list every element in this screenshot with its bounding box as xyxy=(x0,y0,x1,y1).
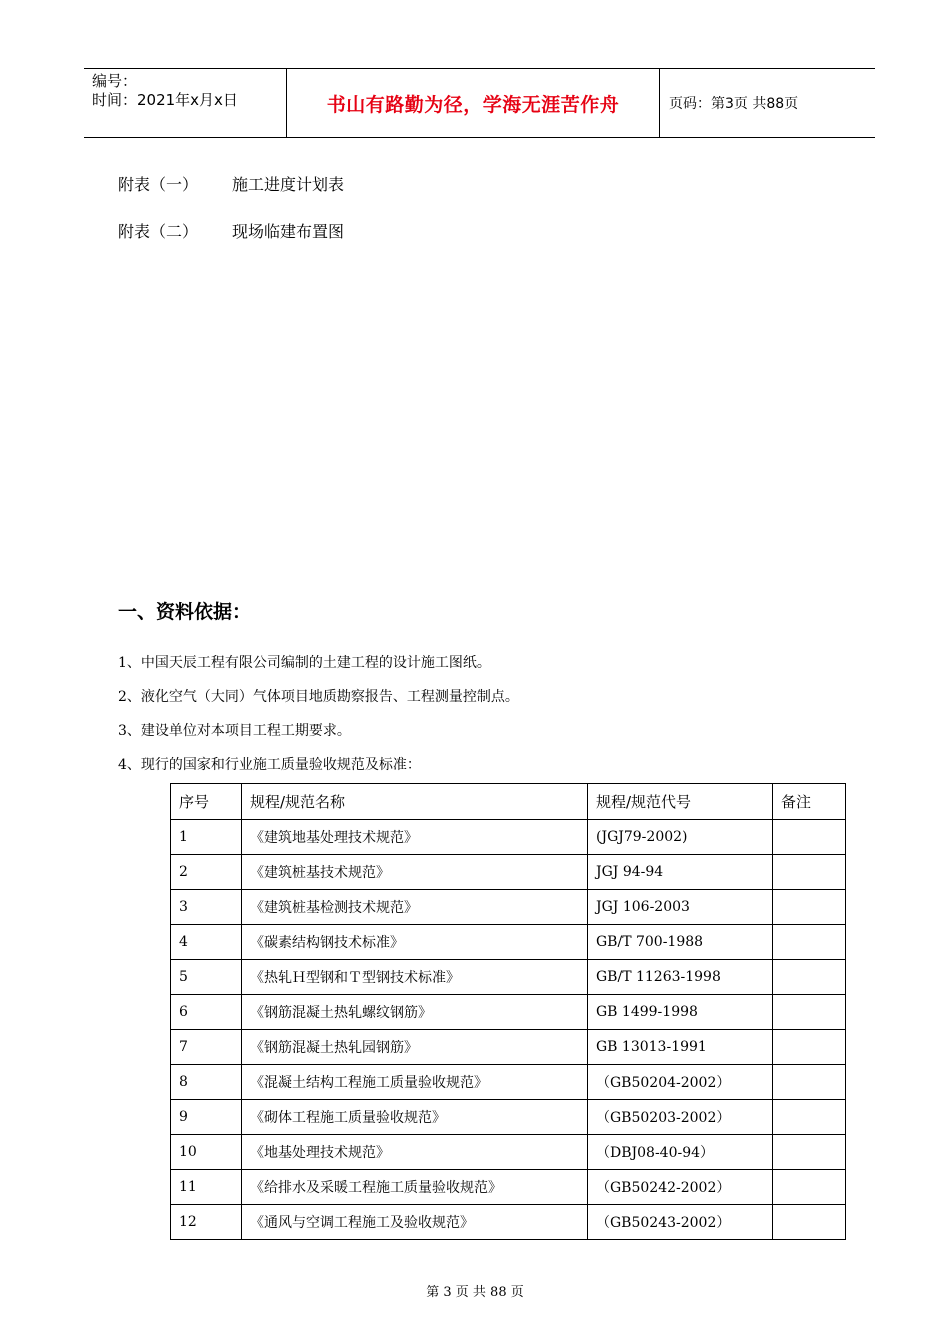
basis-item: 1、中国天辰工程有限公司编制的土建工程的设计施工图纸。 xyxy=(118,655,491,671)
column-header-note: 备注 xyxy=(773,784,846,820)
cell-name: 《建筑地基处理技术规范》 xyxy=(242,820,588,855)
cell-code: GB/T 700-1988 xyxy=(588,925,773,960)
column-header-no: 序号 xyxy=(171,784,242,820)
cell-no: 8 xyxy=(171,1065,242,1100)
table-header-row xyxy=(171,784,846,820)
cell-code: GB/T 11263-1998 xyxy=(588,960,773,995)
cell-note xyxy=(773,1205,846,1240)
section-heading: 一、资料依据： xyxy=(118,601,252,623)
cell-note xyxy=(773,995,846,1030)
appendix-name: 现场临建布置图 xyxy=(232,222,345,241)
cell-name: 《给排水及采暖工程施工质量验收规范》 xyxy=(242,1170,588,1205)
cell-name: 《混凝土结构工程施工质量验收规范》 xyxy=(242,1065,588,1100)
cell-name: 《钢筋混凝土热轧螺纹钢筋》 xyxy=(242,995,588,1030)
table-row xyxy=(171,820,846,855)
appendix-label: 附表（二） xyxy=(118,222,199,241)
cell-code: （GB50242-2002） xyxy=(588,1170,773,1205)
table-row xyxy=(171,855,846,890)
table-row xyxy=(171,1030,846,1065)
column-header-code: 规程/规范代号 xyxy=(588,784,773,820)
cell-code: JGJ 106-2003 xyxy=(588,890,773,925)
table-row xyxy=(171,1205,846,1240)
cell-note xyxy=(773,960,846,995)
cell-note xyxy=(773,1030,846,1065)
appendix-item xyxy=(118,172,345,195)
cell-name: 《钢筋混凝土热轧园钢筋》 xyxy=(242,1030,588,1065)
cell-name: 《地基处理技术规范》 xyxy=(242,1135,588,1170)
document-time-label: 时间：2021年x月x日 xyxy=(92,91,238,109)
cell-note xyxy=(773,1170,846,1205)
column-header-name: 规程/规范名称 xyxy=(242,784,588,820)
header-slogan-cell xyxy=(287,69,660,137)
cell-name: 《砌体工程施工质量验收规范》 xyxy=(242,1100,588,1135)
cell-code: JGJ 94-94 xyxy=(588,855,773,890)
table-row xyxy=(171,1100,846,1135)
cell-note xyxy=(773,925,846,960)
header-slogan: 书山有路勤为径，学海无涯苦作舟 xyxy=(326,93,620,116)
cell-note xyxy=(773,855,846,890)
document-header xyxy=(84,68,875,138)
table-row xyxy=(171,1065,846,1100)
cell-code: (JGJ79-2002) xyxy=(588,820,773,855)
cell-no: 6 xyxy=(171,995,242,1030)
cell-no: 4 xyxy=(171,925,242,960)
cell-name: 《建筑桩基检测技术规范》 xyxy=(242,890,588,925)
header-page-info: 页码：第3页 共88页 xyxy=(669,96,799,112)
cell-code: （GB50204-2002） xyxy=(588,1065,773,1100)
cell-code: （GB50203-2002） xyxy=(588,1100,773,1135)
table-row xyxy=(171,1135,846,1170)
cell-no: 3 xyxy=(171,890,242,925)
table-row xyxy=(171,1170,846,1205)
cell-no: 12 xyxy=(171,1205,242,1240)
cell-note xyxy=(773,1065,846,1100)
cell-no: 2 xyxy=(171,855,242,890)
header-meta-cell xyxy=(84,69,287,137)
header-page-cell xyxy=(660,69,875,137)
cell-code: （DBJ08-40-94） xyxy=(588,1135,773,1170)
appendix-item xyxy=(118,219,345,242)
cell-name: 《热轧Ｈ型钢和Ｔ型钢技术标准》 xyxy=(242,960,588,995)
basis-item: 4、现行的国家和行业施工质量验收规范及标准： xyxy=(118,757,421,773)
basis-item: 2、液化空气（大同）气体项目地质勘察报告、工程测量控制点。 xyxy=(118,689,519,705)
cell-no: 5 xyxy=(171,960,242,995)
cell-code: GB 1499-1998 xyxy=(588,995,773,1030)
table-row xyxy=(171,995,846,1030)
appendix-label: 附表（一） xyxy=(118,175,199,194)
cell-no: 11 xyxy=(171,1170,242,1205)
cell-no: 7 xyxy=(171,1030,242,1065)
appendix-name: 施工进度计划表 xyxy=(232,175,345,194)
cell-code: （GB50243-2002） xyxy=(588,1205,773,1240)
cell-no: 9 xyxy=(171,1100,242,1135)
table-row xyxy=(171,925,846,960)
table-row xyxy=(171,890,846,925)
cell-name: 《碳素结构钢技术标准》 xyxy=(242,925,588,960)
cell-note xyxy=(773,820,846,855)
basis-item: 3、建设单位对本项目工程工期要求。 xyxy=(118,723,351,739)
cell-name: 《通风与空调工程施工及验收规范》 xyxy=(242,1205,588,1240)
cell-note xyxy=(773,890,846,925)
standards-table xyxy=(170,783,846,1240)
cell-note xyxy=(773,1135,846,1170)
cell-code: GB 13013-1991 xyxy=(588,1030,773,1065)
cell-note xyxy=(773,1100,846,1135)
page-footer: 第 3 页 共 88 页 xyxy=(426,1285,524,1300)
cell-no: 1 xyxy=(171,820,242,855)
cell-no: 10 xyxy=(171,1135,242,1170)
table-row xyxy=(171,960,846,995)
document-number-label: 编号： xyxy=(92,72,138,90)
cell-name: 《建筑桩基技术规范》 xyxy=(242,855,588,890)
